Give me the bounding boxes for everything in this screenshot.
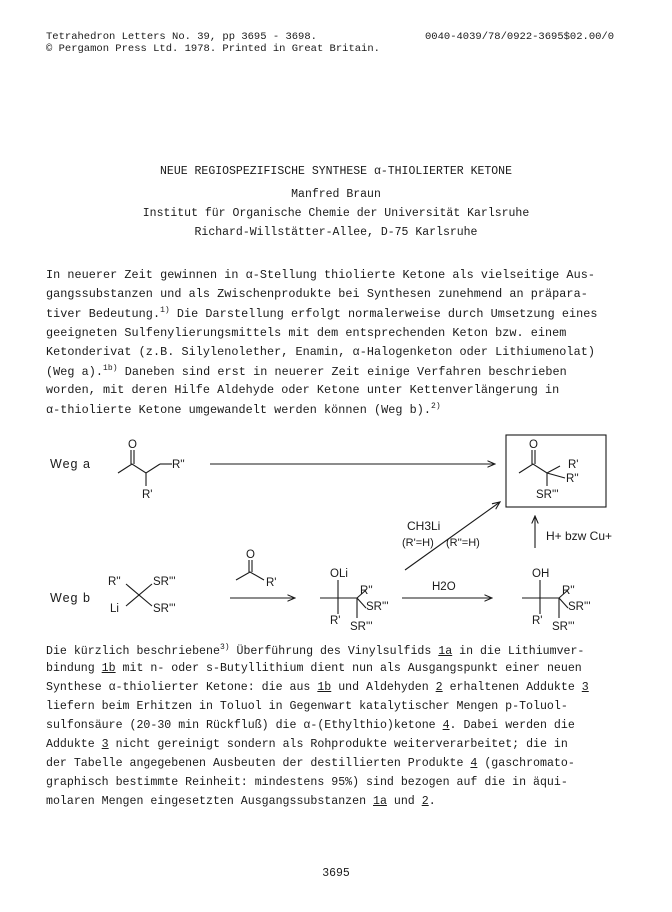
svg-text:(R''=H): (R''=H): [446, 537, 480, 549]
svg-text:OLi: OLi: [330, 568, 348, 580]
ketone-a-skeleton: [118, 464, 160, 473]
svg-text:SR''': SR''': [153, 576, 176, 588]
svg-text:SR''': SR''': [568, 601, 591, 613]
svg-text:SR''': SR''': [153, 603, 176, 615]
svg-text:R': R': [266, 577, 277, 589]
address: Richard-Willstätter-Allee, D-75 Karlsruhe: [194, 226, 478, 239]
svg-text:R': R': [330, 615, 341, 627]
footnote-ref: 1): [160, 306, 170, 315]
para1-line: Ketonderivat (z.B. Silylenolether, Enamin, α-Halogenketon oder Lithiumenolat): [46, 345, 595, 359]
svg-text:SR''': SR''': [536, 489, 559, 501]
para2-line: der Tabelle angegebenen Ausbeuten der destillierten Produkte 4 (gaschromato-: [46, 757, 575, 770]
para2-line: bindung 1b mit n- oder s-Butyllithium dient nun als Ausgangspunkt einer neuen: [46, 662, 582, 675]
svg-text:Li: Li: [110, 603, 119, 615]
svg-text:H2O: H2O: [432, 581, 456, 593]
para1-line: tiver Bedeutung.$^{1)}$ Die Darstellung erfolgt normalerweise durch Umsetzung eines: [46, 306, 598, 321]
svg-text:SR''': SR''': [350, 621, 373, 633]
svg-text:(R'=H): (R'=H): [402, 537, 434, 549]
svg-text:R'': R'': [108, 576, 121, 588]
footnote-ref: 1b): [103, 364, 118, 373]
institute: Institut für Organische Chemie der Universität Karlsruhe: [142, 207, 530, 220]
svg-text:R': R': [532, 615, 543, 627]
para2-line: Synthese α-thiolierter Ketone: die aus 1b und Aldehyden 2 erhaltenen Addukte 3: [46, 681, 589, 694]
para1-line: In neuerer Zeit gewinnen in α-Stellung thiolierte Ketone als vielseitige Aus-: [46, 268, 595, 282]
weg-b-label: Weg b: [50, 591, 91, 605]
svg-text:OH: OH: [532, 568, 550, 580]
para2-line: sulfonsäure (20-30 min Rückfluß) die α-(Ethylthio)ketone 4. Dabei werden die: [46, 719, 575, 732]
article-code: 0040-4039/78/0922-3695$02.00/0: [425, 31, 615, 43]
author: Manfred Braun: [291, 188, 381, 201]
arrow-ch3li: [405, 502, 500, 570]
para1-line: gangssubstanzen und als Zwischenprodukte bei Synthesen zunehmend an präpara-: [46, 287, 588, 301]
copyright-line: © Pergamon Press Ltd. 1978. Printed in Great Britain.: [46, 43, 380, 55]
svg-text:R'': R'': [566, 473, 579, 485]
svg-text:R'': R'': [172, 459, 185, 471]
para1-line: (Weg a).$^{1b)}$ Daneben sind erst in neuerer Zeit einige Verfahren beschrieben: [46, 364, 567, 379]
svg-text:CH3Li: CH3Li: [407, 519, 441, 533]
para2-line: liefern beim Erhitzen in Toluol in Gegenwart katalytischer Mengen p-Toluol-: [46, 700, 568, 713]
svg-text:R': R': [568, 459, 579, 471]
svg-text:R'': R'': [562, 585, 575, 597]
journal-citation: Tetrahedron Letters No. 39, pp 3695 - 3698.: [46, 31, 317, 43]
svg-text:R'': R'': [360, 585, 373, 597]
svg-text:SR''': SR''': [366, 601, 389, 613]
para2-line: Die kürzlich beschriebene$^{3)}$ Überführung des Vinylsulfids 1a in die Lithiumver-: [46, 643, 585, 658]
svg-text:O: O: [246, 549, 255, 561]
page-number: 3695: [322, 867, 350, 880]
weg-a-label: Weg a: [50, 457, 91, 471]
svg-text:O: O: [529, 439, 538, 451]
para2-line: Addukte 3 nicht gereinigt sondern als Rohprodukte weiterverarbeitet; die in: [46, 738, 568, 751]
svg-text:R': R': [142, 489, 153, 501]
svg-text:H+ bzw Cu+: H+ bzw Cu+: [546, 529, 613, 543]
svg-text:O: O: [128, 439, 137, 451]
para2-line: molaren Mengen eingesetzten Ausgangssubstanzen 1a und 2.: [46, 795, 436, 808]
svg-text:SR''': SR''': [552, 621, 575, 633]
para1-line: geeigneten Sulfenylierungsmittels mit dem entsprechenden Keton bzw. einem: [46, 326, 567, 340]
footnote-ref: 3): [219, 643, 230, 652]
para1-line: α-thiolierte Ketone umgewandelt werden können (Weg b).$^{2)}$: [46, 402, 441, 417]
article-title: NEUE REGIOSPEZIFISCHE SYNTHESE α-THIOLIERTER KETONE: [160, 165, 512, 178]
para1-line: worden, mit deren Hilfe Aldehyde oder Ketone unter Kettenverlängerung in: [46, 383, 560, 397]
footnote-ref: 2): [430, 402, 441, 411]
para2-line: graphisch bestimmte Reinheit: mindestens 95%) sind bezogen auf die in äqui-: [46, 776, 568, 789]
reaction-scheme: [0, 430, 672, 640]
